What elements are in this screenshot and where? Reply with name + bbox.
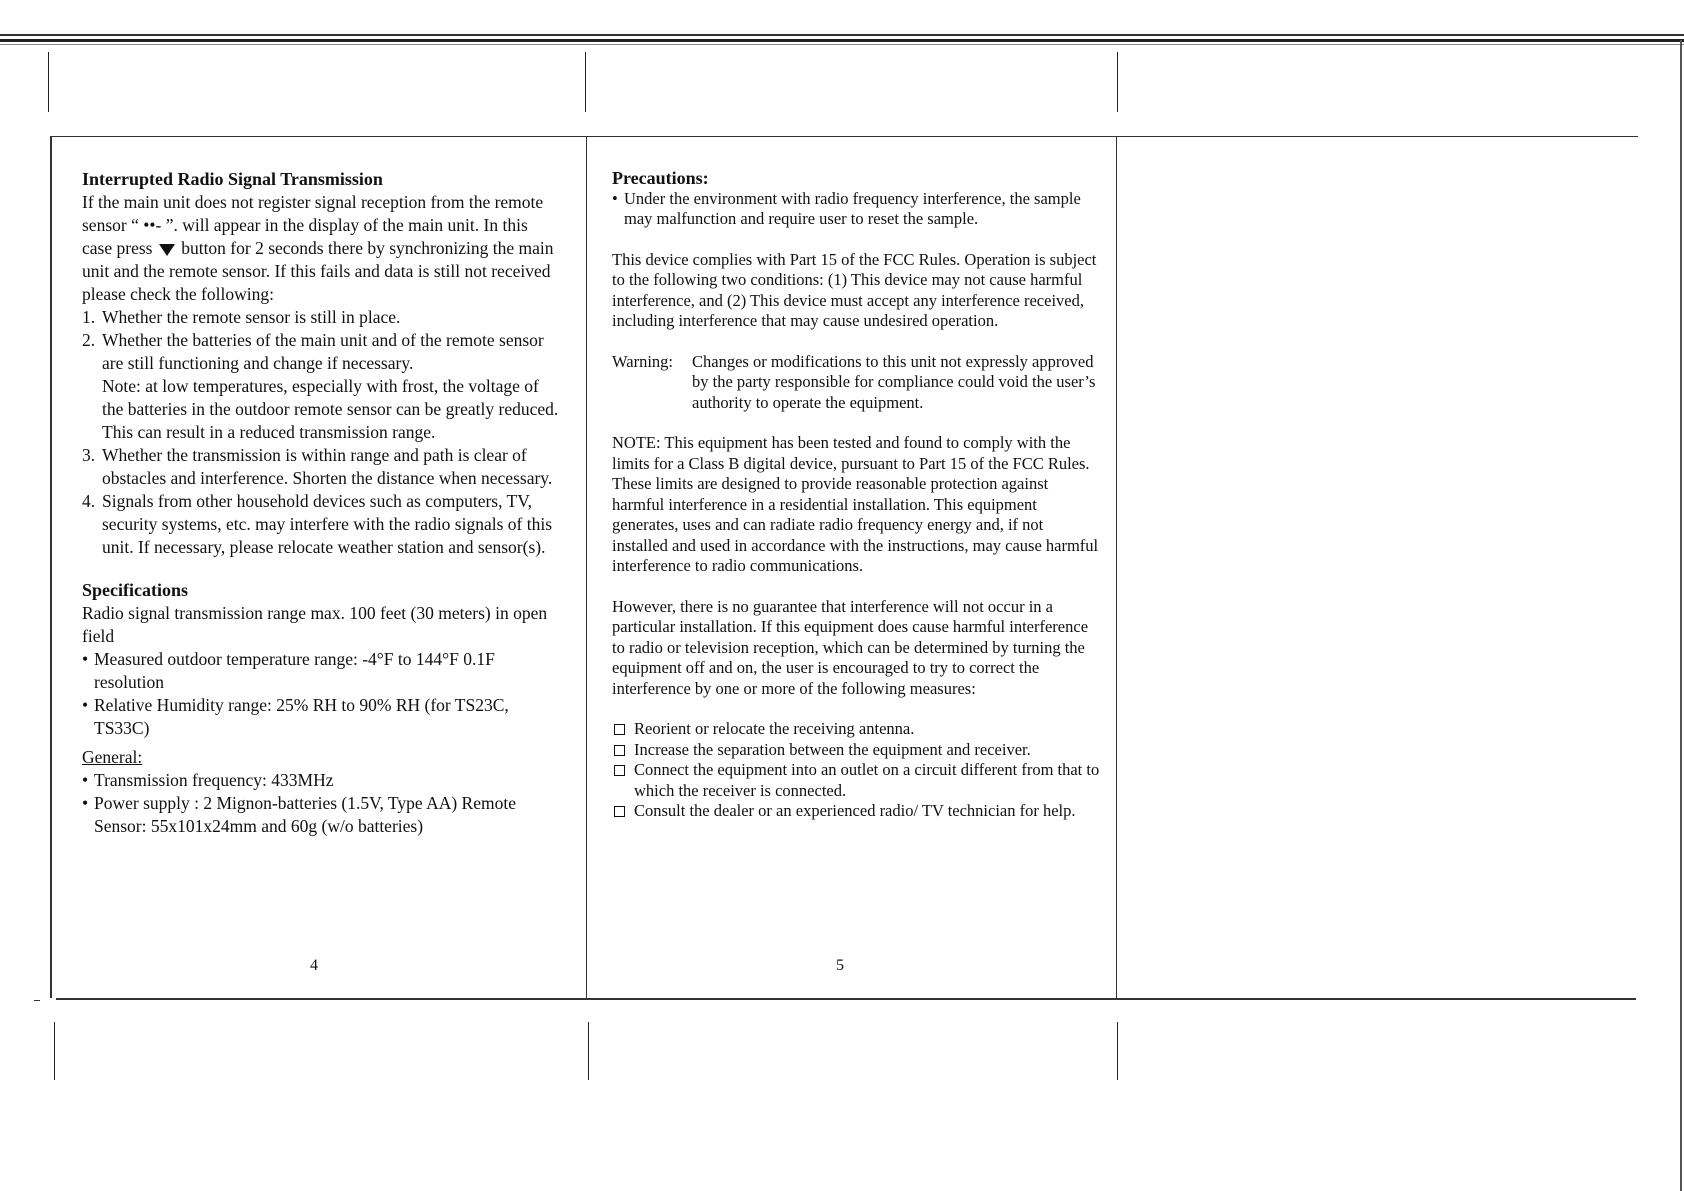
- list-item: [612, 719, 1102, 740]
- battery-note: Note: at low temperatures, especially with frost, the voltage of the batteries in the outdoor remote sensor can be greatly reduced. This can result in a reduced transmission range.: [102, 376, 559, 442]
- spacer: [612, 577, 1102, 597]
- column-divider: [586, 136, 587, 998]
- bullet: •: [82, 793, 89, 813]
- right-page-edge: [1680, 40, 1682, 1191]
- fold-mark: [585, 52, 586, 112]
- general-heading: General:: [82, 747, 143, 767]
- warning-text: Changes or modifications to this unit not expressly approved by the party responsible for compliance could void the user’s authority to operate the equipment.: [692, 351, 1096, 412]
- fold-mark: [588, 1022, 589, 1080]
- checklist: [82, 306, 562, 559]
- specifications-heading: Specifications: [82, 580, 188, 600]
- spacer: [612, 413, 1102, 433]
- spacer: [612, 332, 1102, 352]
- page-number: 4: [310, 957, 318, 974]
- list-item: [82, 306, 562, 329]
- spacer: [82, 559, 562, 579]
- list-text: Consult the dealer or an experienced radio/ TV technician for help.: [634, 801, 1076, 820]
- fold-mark: [1117, 52, 1118, 112]
- page-frame-bottom: [56, 998, 1636, 1000]
- list-number: 4.: [82, 491, 96, 511]
- list-item: [82, 490, 562, 559]
- list-item: [82, 329, 562, 444]
- spacer: [612, 699, 1102, 719]
- top-border-line: [0, 34, 1684, 36]
- list-item: [612, 760, 1102, 801]
- warning-block: [612, 352, 1102, 414]
- list-text: Transmission frequency: 433MHz: [94, 770, 334, 790]
- general-list: [82, 769, 562, 838]
- specifications-list: [82, 648, 562, 740]
- checkbox-icon: [612, 801, 634, 822]
- fold-mark: [1117, 1022, 1118, 1080]
- specifications-intro: Radio signal transmission range max. 100 feet (30 meters) in open field: [82, 603, 548, 646]
- spacer: [612, 230, 1102, 250]
- down-arrow-icon: [159, 244, 175, 256]
- precautions-heading: Precautions:: [612, 168, 709, 188]
- fold-mark: [48, 52, 49, 112]
- bullet: •: [82, 695, 89, 715]
- list-text: Reorient or relocate the receiving antenna.: [634, 719, 915, 738]
- list-item: [612, 801, 1102, 822]
- list-text: Connect the equipment into an outlet on a circuit different from that to which the receiver is connected.: [634, 760, 1100, 800]
- list-item: [82, 792, 562, 838]
- list-text-main: Whether the batteries of the main unit and of the remote sensor are still functioning and change if necessary.: [102, 330, 544, 373]
- page-5-column: [612, 168, 1102, 822]
- list-item: [82, 648, 562, 694]
- page-number: 5: [836, 957, 844, 974]
- page-4-column: [82, 168, 562, 838]
- interference-guidance: However, there is no guarantee that interference will not occur in a particular installation. If this equipment does cause harmful interference to radio or television reception, which can be determined by turning the equipment off and on, the user is encouraged to try to correct the interference by one or more of the following measures:: [612, 596, 1089, 698]
- interrupted-signal-heading: Interrupted Radio Signal Transmission: [82, 169, 383, 189]
- list-item: [612, 189, 1102, 230]
- fold-mark: [54, 1022, 55, 1080]
- list-text: Increase the separation between the equipment and receiver.: [634, 739, 1031, 759]
- margin-mark: [34, 1000, 40, 1001]
- bullet: •: [612, 188, 618, 208]
- list-text: Whether the transmission is within range and path is clear of obstacles and interference. Shorten the distance when necessary.: [102, 445, 553, 488]
- list-text: Under the environment with radio frequency interference, the sample may malfunction and require user to reset the sample.: [624, 188, 1081, 228]
- intro-text-start: If the main unit does not register signal reception from the remote sensor “ ••- ”. will appear in the display of the main unit. In this case press: [82, 192, 544, 258]
- list-number: 3.: [82, 445, 96, 465]
- list-item: [82, 444, 562, 490]
- list-item: [612, 740, 1102, 761]
- class-b-note: NOTE: This equipment has been tested and found to comply with the limits for a Class B digital device, pursuant to Part 15 of the FCC Rules. These limits are designed to provide reasonable protection against harmful interference in a residential installation. This equipment generates, uses and can radiate radio frequency energy and, if not installed and used in accordance with the instructions, may cause harmful interference to radio communications.: [612, 433, 1099, 575]
- top-border-line: [0, 39, 1684, 42]
- checkbox-icon: [612, 740, 634, 761]
- list-text: [102, 329, 562, 444]
- page-frame-left: [50, 136, 52, 998]
- list-item: [82, 769, 562, 792]
- column-divider: [1116, 136, 1117, 998]
- list-item: [82, 694, 562, 740]
- list-number: 2.: [82, 330, 96, 350]
- list-text: Whether the remote sensor is still in place.: [102, 307, 401, 327]
- list-text: Signals from other household devices such as computers, TV, security systems, etc. may interfere with the radio signals of this unit. If necessary, please relocate weather station and sensor(s).: [102, 491, 553, 557]
- checkbox-icon: [612, 760, 634, 801]
- interrupted-signal-intro: [82, 191, 562, 306]
- bullet: •: [82, 649, 89, 669]
- page-frame-top: [50, 136, 1638, 137]
- list-text: Relative Humidity range: 25% RH to 90% RH (for TS23C, TS33C): [94, 695, 509, 738]
- list-number: 1.: [82, 307, 96, 327]
- intro-text-end: button for 2 seconds there by synchronizing the main unit and the remote sensor. If this fails and data is still not received please check the following:: [82, 238, 554, 304]
- fcc-compliance-text: This device complies with Part 15 of the FCC Rules. Operation is subject to the following two conditions: (1) This device may not cause harmful interference, and (2) This device must accept any interference received, including interference that may cause undesired operation.: [612, 249, 1097, 330]
- measures-list: [612, 719, 1102, 822]
- checkbox-icon: [612, 719, 634, 740]
- warning-label: Warning:: [612, 351, 673, 371]
- list-text: Power supply : 2 Mignon-batteries (1.5V, Type AA) Remote Sensor: 55x101x24mm and 60g (w/o batteries): [94, 793, 516, 836]
- precautions-list: [612, 189, 1102, 230]
- list-text: Measured outdoor temperature range: -4°F to 144°F 0.1F resolution: [94, 649, 495, 692]
- bullet: •: [82, 770, 89, 790]
- top-border-line: [0, 44, 1684, 45]
